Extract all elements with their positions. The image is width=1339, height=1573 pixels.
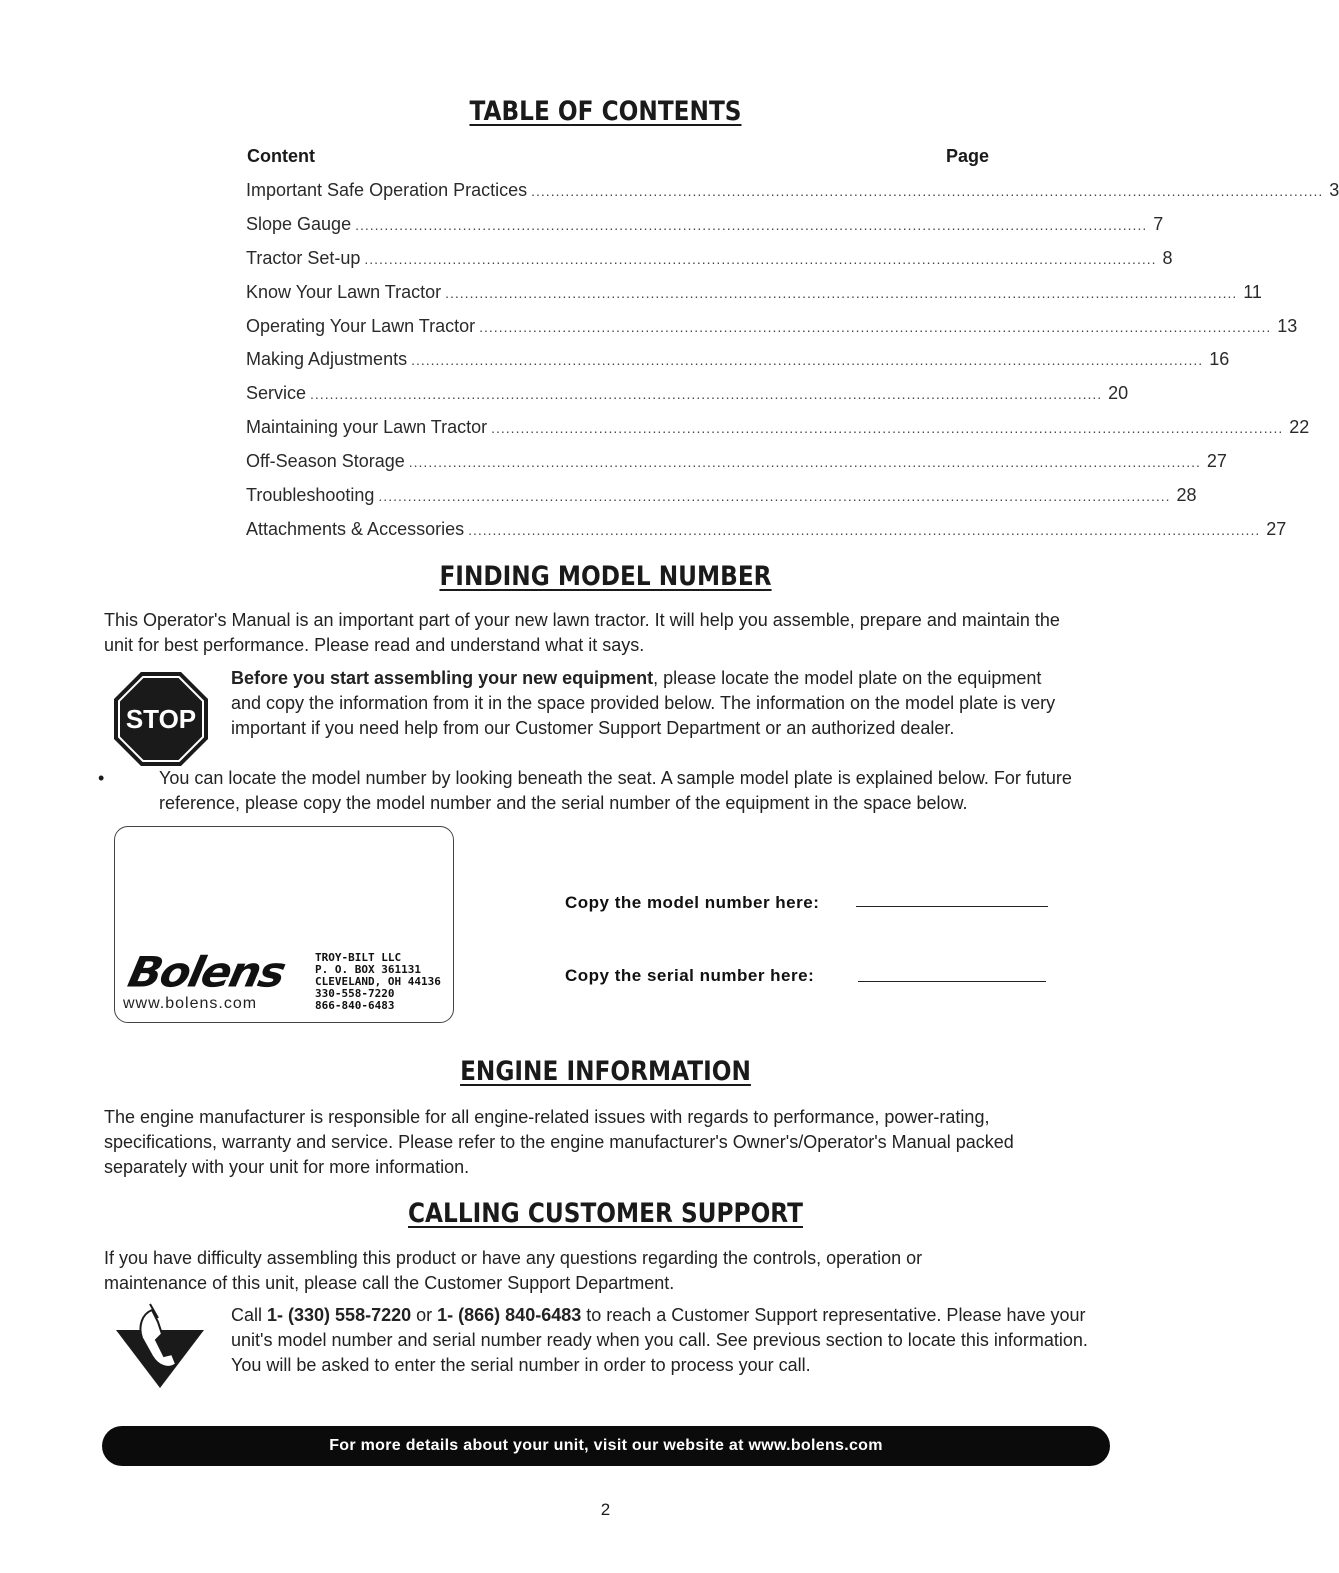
toc-entry-page: 28	[1176, 485, 1197, 506]
call-or: or	[411, 1305, 438, 1325]
toc-entry-title: Important Safe Operation Practices	[246, 180, 528, 200]
toc-entry-page: 20	[1108, 383, 1129, 404]
toc-entry-page: 11	[1243, 281, 1262, 302]
toc-entry	[246, 485, 1197, 519]
support-phone2[interactable]: 1- (866) 840-6483	[437, 1305, 582, 1325]
toc-entry-title: Slope Gauge	[246, 213, 352, 234]
toc-entry	[246, 213, 1164, 248]
website-banner[interactable]: For more details about your unit, visit our website at www.bolens.com	[102, 1426, 1110, 1466]
toc-leader: ..................................................................................................................................................................	[468, 521, 1261, 538]
toc-entry-title: Troubleshooting	[246, 485, 375, 506]
support-heading: CALLING CUSTOMER SUPPORT	[408, 1198, 803, 1229]
toc-leader: ..................................................................................................................................................................	[445, 284, 1238, 301]
toc-leader: ..................................................................................................................................................................	[364, 250, 1157, 267]
toc-heading: TABLE OF CONTENTS	[469, 96, 742, 127]
plate-address	[315, 952, 441, 1012]
toc-entry-page: 13	[1277, 315, 1298, 336]
model-intro: This Operator's Manual is an important part of your new lawn tractor. It will help you assemble, prepare and maintain the unit for best performance. Please read and understand what it says.	[104, 610, 1060, 655]
phone-icon	[112, 1300, 208, 1395]
call-rest: to reach a Customer Support representative. Please have your unit's model number and serial number ready when you call. See previous section to locate this information. You will be asked to enter the serial number in order to process your call.	[231, 1305, 1088, 1375]
toc-entry	[246, 349, 1230, 383]
toc-entry	[246, 315, 1298, 350]
bolens-logo: Bolens	[123, 948, 289, 997]
plate-phone2: 866-840-6483	[315, 999, 395, 1012]
support-intro: If you have difficulty assembling this product or have any questions regarding the controls, operation or maintenance of this unit, please call the Customer Support Department.	[104, 1248, 923, 1293]
toc-entry-title: Know Your Lawn Tractor	[246, 281, 442, 302]
toc-leader: ..................................................................................................................................................................	[531, 183, 1324, 199]
plate-phone1: 330-558-7220	[315, 987, 395, 1000]
toc-entry-title: Off-Season Storage	[246, 451, 405, 472]
toc-entry-page: 22	[1289, 417, 1310, 438]
plate-city: CLEVELAND, OH 44136	[315, 975, 441, 988]
stop-paragraph	[231, 666, 1071, 741]
toc-entry	[246, 180, 1339, 214]
bullet-dot: •	[98, 768, 105, 788]
serial-number-blank[interactable]	[858, 981, 1046, 982]
plate-po-box: P. O. BOX 361131	[315, 963, 421, 976]
plate-website: www.bolens.com	[123, 995, 258, 1012]
model-number-blank[interactable]	[856, 906, 1048, 907]
toc-entry-page: 8	[1162, 247, 1173, 268]
toc-entry-page: 3	[1329, 180, 1339, 200]
toc-leader: ..................................................................................................................................................................	[411, 352, 1204, 369]
toc-entry-title: Service	[246, 383, 307, 404]
support-call-text	[231, 1303, 1111, 1378]
toc-entry	[246, 518, 1287, 553]
support-phone1[interactable]: 1- (330) 558-7220	[267, 1305, 412, 1325]
toc-entry-title: Attachments & Accessories	[246, 518, 465, 539]
toc-leader: ..................................................................................................................................................................	[310, 386, 1103, 403]
copy-serial-label: Copy the serial number here:	[565, 966, 815, 985]
stop-sign-icon	[112, 670, 210, 773]
toc-entry-title: Operating Your Lawn Tractor	[246, 315, 476, 336]
engine-text: The engine manufacturer is responsible for all engine-related issues with regards to performance, power-rating, specifications, warranty and service. Please refer to the engine manufacturer's Owner's/Operator's Manual packed separately with your unit for more information.	[104, 1107, 1014, 1177]
stop-sign-label: STOP	[125, 704, 197, 734]
toc-entry-title: Tractor Set-up	[246, 247, 361, 268]
toc-leader: ..................................................................................................................................................................	[378, 488, 1171, 505]
toc-entry-page: 27	[1206, 451, 1227, 472]
toc-entry	[246, 417, 1310, 451]
toc-entry-page: 27	[1266, 518, 1287, 539]
copy-model-label: Copy the model number here:	[565, 893, 820, 912]
toc-entry	[246, 451, 1227, 485]
plate-company: TROY-BILT LLC	[315, 951, 402, 964]
toc-list	[246, 180, 1339, 553]
bullet-text: You can locate the model number by looking beneath the seat. A sample model plate is explained below. For future reference, please copy the model number and the serial number of the equipment in the space below.	[159, 768, 1072, 813]
stop-text: , please locate the model plate on the equipment and copy the information from it in the space provided below. The information on the model plate is very important if you need help from our Customer Support Department or an authorized dealer.	[231, 668, 1056, 738]
call-prefix: Call	[231, 1305, 268, 1325]
toc-entry-title: Maintaining your Lawn Tractor	[246, 417, 488, 438]
model-plate	[114, 826, 454, 1023]
toc-entry	[246, 383, 1129, 417]
toc-leader: ..................................................................................................................................................................	[408, 454, 1201, 471]
toc-page-label: Page	[946, 146, 990, 166]
stop-bold-text: Before you start assembling your new equipment	[231, 668, 654, 688]
toc-leader: ..................................................................................................................................................................	[355, 216, 1148, 233]
toc-entry	[246, 247, 1173, 282]
toc-content-label: Content	[247, 146, 315, 166]
model-heading: FINDING MODEL NUMBER	[439, 561, 772, 592]
toc-leader: ..................................................................................................................................................................	[479, 318, 1272, 335]
toc-entry-page: 16	[1209, 349, 1230, 370]
toc-leader: ..................................................................................................................................................................	[491, 420, 1284, 437]
page-number: 2	[600, 1500, 611, 1519]
engine-heading: ENGINE INFORMATION	[460, 1056, 751, 1087]
toc-entry	[246, 281, 1262, 316]
toc-entry-title: Making Adjustments	[246, 349, 408, 370]
toc-entry-page: 7	[1153, 213, 1164, 234]
